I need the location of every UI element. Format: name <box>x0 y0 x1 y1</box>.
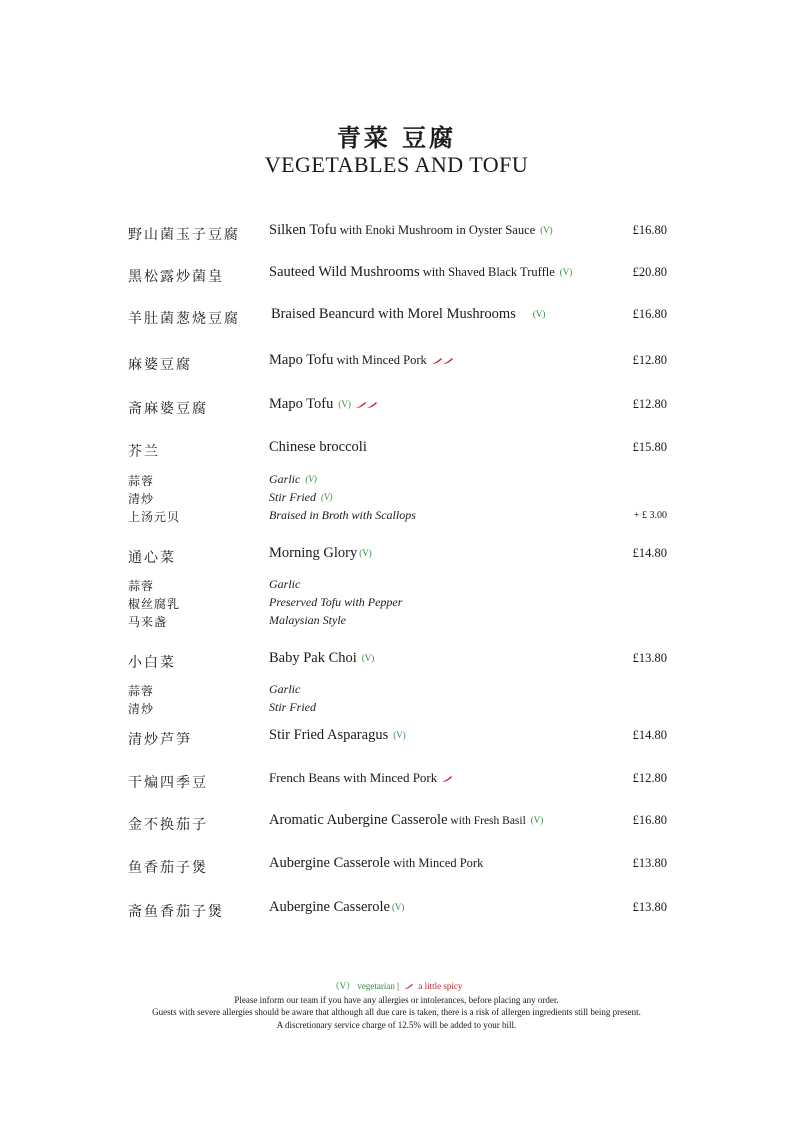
dish-name: Aubergine Casserole <box>269 899 390 915</box>
vegetarian-badge: (V) <box>361 653 375 663</box>
allergy-notice: Please inform our team if you have any allergies or intolerances, before placing any order. <box>234 994 559 1005</box>
page-title-chinese: 青菜 豆腐 <box>336 123 457 152</box>
dish-name-chinese: 黑松露炒菌皇 <box>128 269 224 285</box>
option-name: Preserved Tofu with Pepper <box>269 595 403 609</box>
vegetarian-badge: (V) <box>321 492 333 502</box>
option-row <box>0 699 793 717</box>
dish-name-chinese: 通心菜 <box>128 550 176 566</box>
menu-item <box>0 222 793 246</box>
dish-name: Aromatic Aubergine Casserole <box>269 812 448 828</box>
dish-name: Aubergine Casserole <box>269 855 390 871</box>
dish-name: Baby Pak Choi <box>269 650 357 666</box>
dish-description: with Enoki Mushroom in Oyster Sauce <box>336 223 536 237</box>
dish-price: £12.80 <box>632 353 667 367</box>
option-row <box>0 612 793 630</box>
option-row <box>0 507 793 525</box>
dish-name: Chinese broccoli <box>269 439 367 455</box>
option-name-chinese: 蒜蓉 <box>128 474 155 488</box>
menu-item <box>0 352 793 376</box>
dish-description: with Shaved Black Truffle <box>419 265 555 279</box>
menu-item <box>0 650 793 674</box>
menu-item <box>0 812 793 836</box>
menu-item <box>0 855 793 879</box>
menu-item <box>0 264 793 288</box>
allergy-warning: Guests with severe allergies should be aware that although all due care is taken, there is a risk of allergen ingredients still being present. <box>152 1007 641 1017</box>
dish-name-chinese: 芥兰 <box>128 444 160 460</box>
option-name: Stir Fried <box>269 700 316 714</box>
option-name-chinese: 上汤元贝 <box>128 510 181 524</box>
vegetarian-badge: (V) <box>338 399 351 409</box>
option-row <box>0 471 793 489</box>
option-name: Garlic <box>269 472 301 486</box>
dish-name-chinese: 清炒芦笋 <box>128 732 192 748</box>
vegetarian-badge: (V) <box>559 267 573 277</box>
chilli-icon <box>441 772 453 788</box>
menu-item <box>0 439 793 463</box>
option-name-chinese: 清炒 <box>128 702 155 716</box>
option-surcharge: + £ 3.00 <box>633 510 667 521</box>
dish-price: £16.80 <box>632 813 667 827</box>
dish-price: £12.80 <box>632 771 667 785</box>
dish-name: Sauteed Wild Mushrooms <box>269 264 420 280</box>
vegetarian-badge: (V) <box>393 730 406 740</box>
vegetarian-badge: (V) <box>359 548 372 558</box>
option-name-chinese: 蒜蓉 <box>128 579 155 593</box>
dish-name-chinese: 斋麻婆豆腐 <box>128 401 208 417</box>
menu-item <box>0 545 793 569</box>
dish-price: £14.80 <box>632 728 667 742</box>
footer-notes <box>0 980 793 1031</box>
option-name: Stir Fried <box>269 490 316 504</box>
dish-price: £12.80 <box>632 397 667 411</box>
dish-name: French Beans with Minced Pork <box>269 770 438 785</box>
option-name: Garlic <box>269 682 301 696</box>
vegetarian-badge: (V) <box>530 815 544 825</box>
vegetarian-badge: (V) <box>540 225 553 235</box>
option-name: Malaysian Style <box>269 613 346 627</box>
menu-item <box>0 899 793 923</box>
dish-description: with Minced Pork <box>389 856 484 870</box>
dish-price: £13.80 <box>632 900 667 914</box>
chilli-icon <box>355 398 379 414</box>
menu-item <box>0 770 793 794</box>
menu-item <box>0 396 793 420</box>
dish-name-chinese: 野山菌玉子豆腐 <box>128 227 240 243</box>
dish-name: Morning Glory <box>269 545 358 561</box>
option-name: Braised in Broth with Scallops <box>269 508 416 522</box>
dish-description: with Fresh Basil <box>447 815 526 827</box>
dish-price: £16.80 <box>632 307 667 321</box>
service-charge-note: A discretionary service charge of 12.5% will be added to your bill. <box>276 1019 517 1030</box>
dish-description: with Minced Pork <box>333 353 427 367</box>
vegetarian-badge: (V) <box>305 474 317 484</box>
option-row <box>0 681 793 699</box>
dish-price: £16.80 <box>632 223 667 237</box>
dish-name: Braised Beancurd with Morel Mushrooms <box>271 306 516 322</box>
dish-price: £15.80 <box>632 440 667 454</box>
legend-vegetarian: （V） vegetarian <box>330 981 395 991</box>
chilli-icon <box>431 354 455 370</box>
legend <box>0 980 793 994</box>
dish-price: £13.80 <box>632 651 667 665</box>
dish-name: Mapo Tofu <box>269 352 334 368</box>
dish-name-chinese: 斋鱼香茄子煲 <box>128 904 224 920</box>
dish-price: £20.80 <box>632 265 667 279</box>
option-row <box>0 576 793 594</box>
dish-name-chinese: 麻婆豆腐 <box>128 357 192 373</box>
dish-name-chinese: 鱼香茄子煲 <box>128 860 208 876</box>
dish-price: £13.80 <box>632 856 667 870</box>
option-name-chinese: 椒丝腐乳 <box>128 597 181 611</box>
vegetarian-badge: (V) <box>391 902 405 912</box>
option-name-chinese: 蒜蓉 <box>128 684 155 698</box>
dish-price: £14.80 <box>632 546 667 560</box>
dish-name: Mapo Tofu <box>269 396 334 412</box>
vegetarian-badge: (V) <box>532 309 546 319</box>
menu-item <box>0 727 793 751</box>
dish-name: Silken Tofu <box>269 222 337 238</box>
legend-separator: | <box>397 981 399 991</box>
dish-name-chinese: 干煸四季豆 <box>128 775 208 791</box>
option-row <box>0 594 793 612</box>
legend-spicy: a little spicy <box>418 981 463 991</box>
option-name-chinese: 清炒 <box>128 492 155 506</box>
dish-name: Stir Fried Asparagus <box>269 727 389 743</box>
option-row <box>0 489 793 507</box>
dish-name-chinese: 羊肚菌葱烧豆腐 <box>128 311 240 327</box>
dish-name-chinese: 金不换茄子 <box>128 817 208 833</box>
dish-name-chinese: 小白菜 <box>128 655 176 671</box>
menu-item <box>0 306 793 330</box>
chilli-icon <box>403 981 414 994</box>
option-name: Garlic <box>269 577 301 591</box>
option-name-chinese: 马来盏 <box>128 615 168 629</box>
page-title: VEGETABLES AND TOFU <box>264 152 529 177</box>
